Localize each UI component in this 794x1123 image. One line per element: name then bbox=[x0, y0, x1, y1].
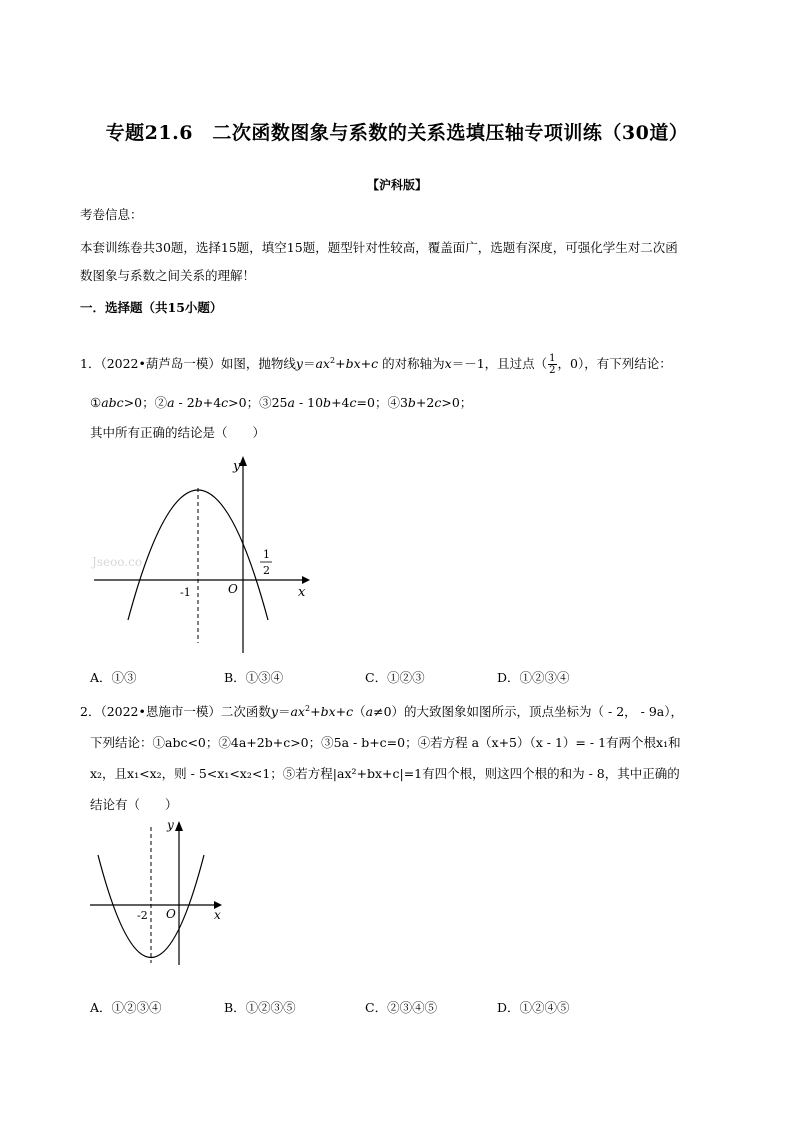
q1-origin-label: O bbox=[228, 582, 238, 596]
q2-option-c[interactable]: C．②③④⑤ bbox=[365, 1000, 438, 1015]
q1-y-label: y bbox=[233, 459, 241, 474]
q1-half-num: 1 bbox=[263, 548, 270, 561]
q2-line-3: x₂，且x₁<x₂，则 - 5<x₁<x₂<1；⑤若方程|ax²+bx+c|=1有四个根，则这四个根的和为 - 8，其中正确的 bbox=[90, 766, 680, 781]
q1-mid1: 的对称轴为 bbox=[382, 356, 445, 371]
q2-line-2: 下列结论：①abc<0；②4a+2b+c>0；③5a - b+c=0；④若方程 a（x+5）（x - 1）= - 1有两个根x₁和 bbox=[90, 735, 681, 750]
q1-half-den: 2 bbox=[263, 564, 270, 577]
intro-line-1: 本套训练卷共30题，选择15题，填空15题，题型针对性较高，覆盖面广，选题有深度，可强化学生对二次函 bbox=[80, 240, 678, 255]
q2-option-b[interactable]: B．①②③⑤ bbox=[224, 1000, 296, 1015]
q1-graph bbox=[88, 448, 323, 656]
q1-tail: ，0），有下列结论： bbox=[557, 356, 672, 371]
q2-y-arrow bbox=[175, 821, 183, 831]
q1-neg1-label: -1 bbox=[180, 586, 191, 599]
q1-mid2: ，且过点（ bbox=[484, 356, 548, 371]
q1-stem: 1．（2022•葫芦岛一模）如图，抛物线$y=ax^2+bx+c$ 的对称轴为x＝－1，且过点（ $\frac{1}{2}$ ，0），有下列结论： bbox=[80, 353, 672, 376]
q2-neg2-label: -2 bbox=[137, 909, 148, 922]
q2-stem: 2．（2022•恩施市一模）二次函数$y=ax^2+bx+c(a\ne 0)$的大致图象如图所示，顶点坐标为（ - 2， - 9a）， bbox=[80, 703, 683, 719]
q1-x-arrow bbox=[302, 576, 310, 584]
q1-point-fraction: $\frac{1}{2}$ bbox=[549, 353, 556, 376]
q1-prompt: 其中所有正确的结论是（ ） bbox=[90, 425, 266, 440]
q2-graph bbox=[88, 815, 233, 970]
q2-line-4: 结论有（ ） bbox=[90, 797, 178, 812]
q1-lead: 1．（2022•葫芦岛一模）如图，抛物线 bbox=[80, 356, 296, 371]
q2-x-label: x bbox=[214, 908, 221, 922]
q2-option-d[interactable]: D．①②④⑤ bbox=[497, 1000, 570, 1015]
q1-option-d[interactable]: D．①②③④ bbox=[497, 670, 570, 685]
q2-option-a[interactable]: A．①②③④ bbox=[90, 1000, 162, 1015]
section-choice-title: 一．选择题（共15小题） bbox=[80, 300, 223, 315]
intro-label: 考卷信息： bbox=[80, 207, 143, 222]
q1-x-label: x bbox=[298, 585, 306, 600]
q2-mid2: ）的大致图象如图所示，顶点坐标为（ - 2， - 9a）， bbox=[391, 704, 683, 719]
q2-lead: 2．（2022•恩施市一模）二次函数 bbox=[80, 704, 271, 719]
q2-origin-label: O bbox=[166, 907, 176, 921]
q1-option-a[interactable]: A．①③ bbox=[90, 670, 137, 685]
intro-line-2: 数图象与系数之间关系的理解！ bbox=[80, 268, 256, 283]
q1-option-b[interactable]: B．①③④ bbox=[224, 670, 284, 685]
page-title: 专题21.6 二次函数图象与系数的关系选填压轴专项训练（30道） bbox=[105, 122, 689, 144]
q2-y-label: y bbox=[167, 818, 174, 832]
q1-option-c[interactable]: C．①②③ bbox=[365, 670, 425, 685]
edition-label: 【沪科版】 bbox=[366, 178, 427, 192]
q1-conclusions: ①abc>0；②a - 2b+4c>0；③25a - 10b+4c=0；④3b+2c>0； bbox=[90, 395, 473, 410]
q2-mid1: （ bbox=[353, 704, 366, 719]
q1-watermark: Jseoo.co bbox=[92, 555, 143, 569]
